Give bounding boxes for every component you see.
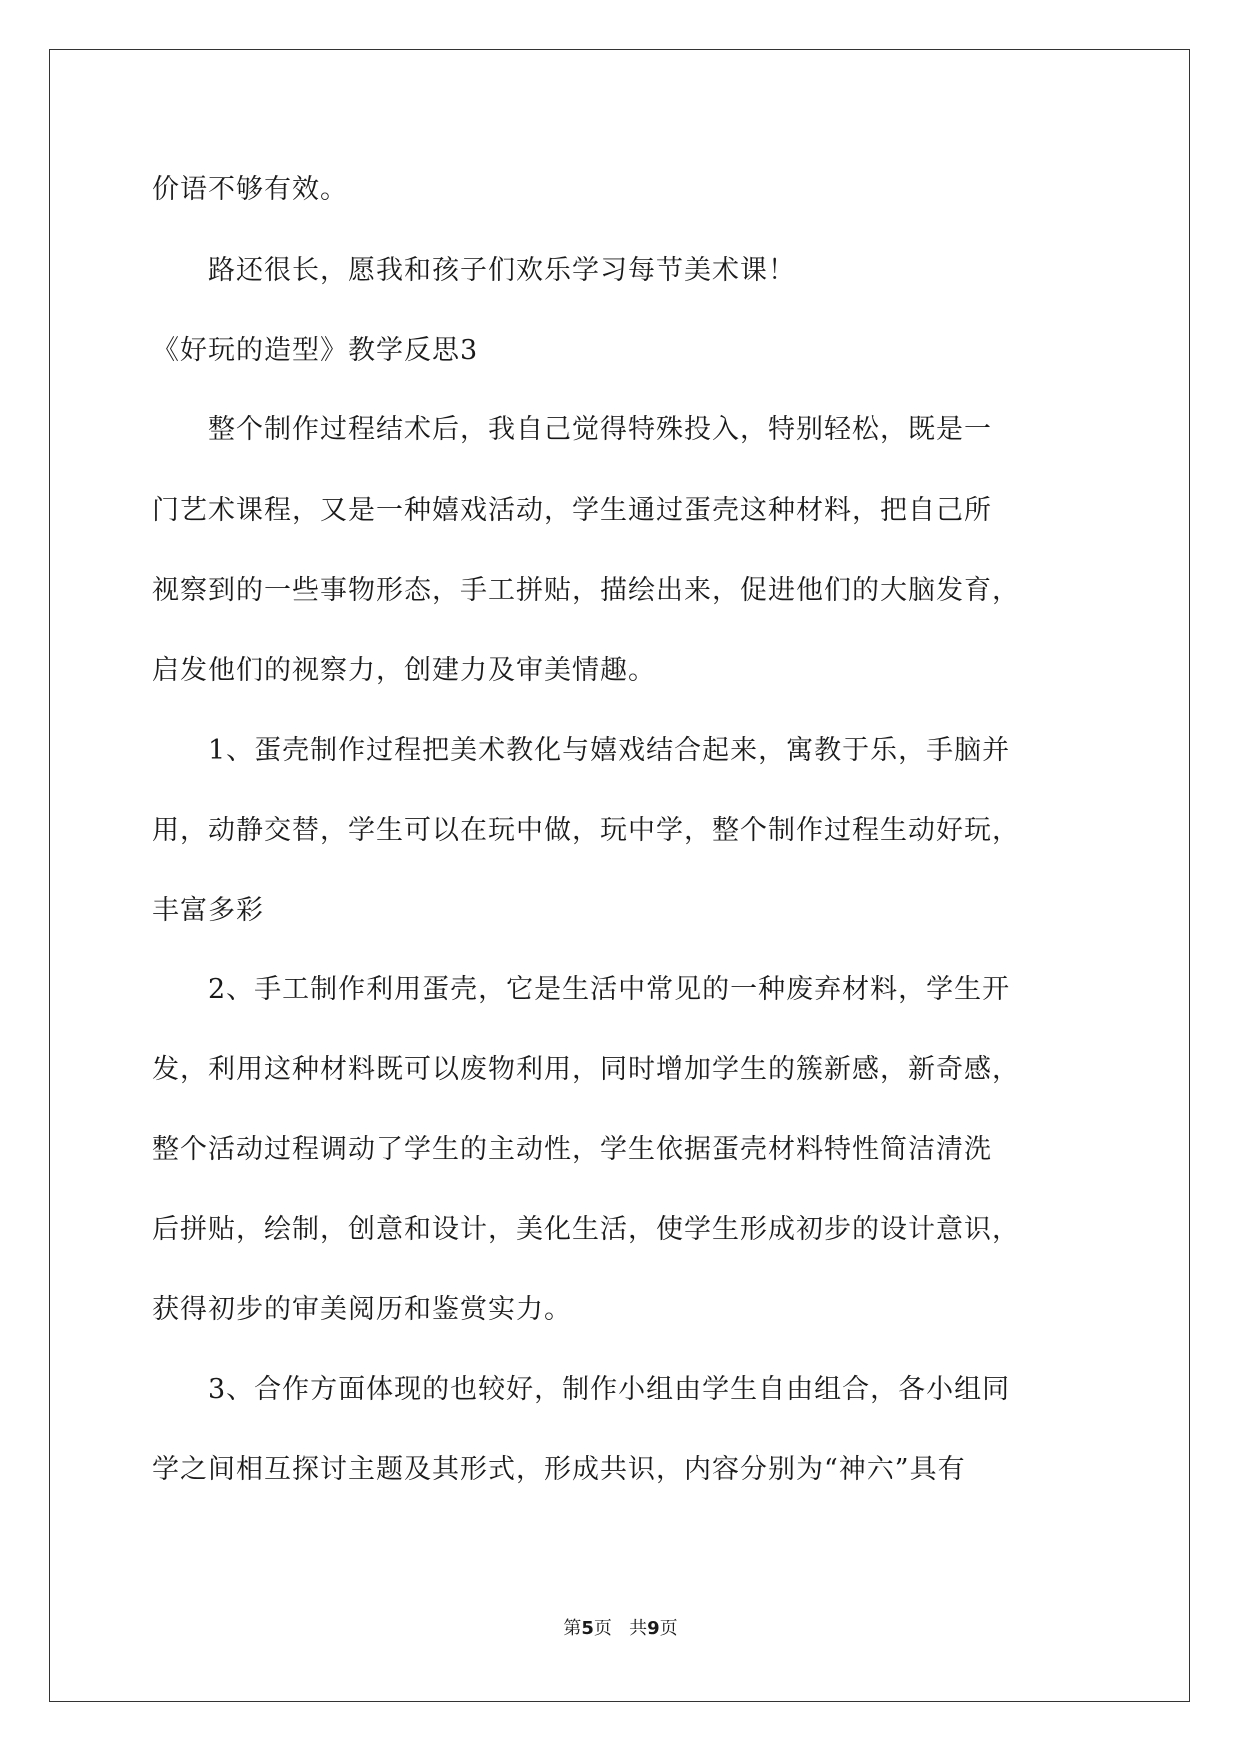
- page-suffix: 页: [593, 1618, 612, 1639]
- text-line: 2、手工制作利用蛋壳，它是生活中常见的一种废弃材料，学生开: [152, 974, 1011, 1005]
- text-line: 整个活动过程调动了学生的主动性，学生依据蛋壳材料特性简洁清洗: [152, 1134, 992, 1165]
- text-line: 视察到的一些事物形态，手工拼贴，描绘出来，促进他们的大脑发育，: [152, 575, 1020, 606]
- text-line: 后拼贴，绘制，创意和设计，美化生活，使学生形成初步的设计意识，: [152, 1214, 1020, 1245]
- text-line: 启发他们的视察力，创建力及审美情趣。: [152, 655, 656, 686]
- text-line: 3、合作方面体现的也较好，制作小组由学生自由组合，各小组同: [152, 1374, 1011, 1405]
- text-line: 丰富多彩: [152, 895, 264, 926]
- page-footer: [0, 1618, 1241, 1640]
- total-prefix: 共: [629, 1618, 648, 1639]
- text-line: 路还很长，愿我和孩子们欢乐学习每节美术课！: [152, 255, 796, 286]
- text-line: 用，动静交替，学生可以在玩中做，玩中学，整个制作过程生动好玩，: [152, 815, 1020, 846]
- text-line: 学之间相互探讨主题及其形式，形成共识，内容分别为“神六”具有: [152, 1454, 966, 1485]
- page-prefix: 第: [563, 1618, 582, 1639]
- section-heading: 《好玩的造型》教学反思3: [152, 335, 479, 366]
- text-line: 1、蛋壳制作过程把美术教化与嬉戏结合起来，寓教于乐，手脑并: [152, 735, 1011, 766]
- total-suffix: 页: [659, 1618, 678, 1639]
- text-line: 价语不够有效。: [152, 174, 348, 205]
- text-line: 获得初步的审美阅历和鉴赏实力。: [152, 1294, 572, 1325]
- text-line: 发，利用这种材料既可以废物利用，同时增加学生的簇新感，新奇感，: [152, 1054, 1020, 1085]
- text-line: 门艺术课程，又是一种嬉戏活动，学生通过蛋壳这种材料，把自己所: [152, 495, 992, 526]
- text-line: 整个制作过程结术后，我自己觉得特殊投入，特别轻松，既是一: [152, 414, 992, 445]
- page-total: 9: [647, 1618, 660, 1639]
- page-current: 5: [581, 1618, 594, 1639]
